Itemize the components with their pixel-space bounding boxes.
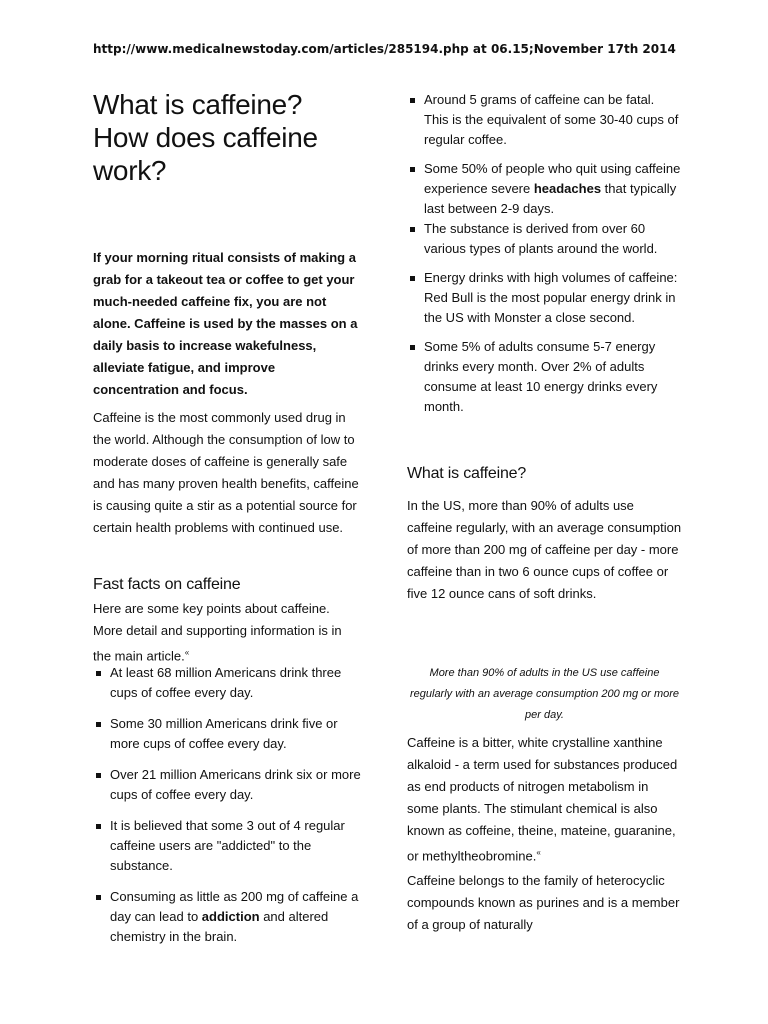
image-caption: More than 90% of adults in the US use caffeine regularly with an average consumption 200 mg or more per day. [409, 667, 680, 721]
list-item: Some 5% of adults consume 5-7 energy drinks every month. Over 2% of adults consume at least 10 energy drinks every month. [407, 337, 682, 417]
reference-mark[interactable]: « [536, 848, 541, 857]
addiction-link[interactable]: addiction [201, 909, 260, 924]
fast-facts-heading: Fast facts on caffeine [93, 576, 241, 593]
list-item-text: that typically last between 2-9 days. [424, 181, 677, 216]
list-item-text: Some 50% of people who quit using caffeine experience severe [424, 161, 681, 196]
list-item: At least 68 million Americans drink three cups of coffee every day. [93, 663, 363, 703]
us-consumption-paragraph: In the US, more than 90% of adults use caffeine regularly, with an average consumption of more than 200 mg of caffeine per day - more caffeine than in two 6 ounce cups of coffee or five 12 ounce cans of soft drinks. [407, 498, 682, 601]
list-item-text: Consuming as little as 200 mg of caffeine a day can lead to [110, 889, 359, 924]
list-item: The substance is derived from over 60 various types of plants around the world. [407, 219, 682, 259]
paragraph-text: Caffeine is a bitter, white crystalline xanthine alkaloid - a term used for substances produced as end products of nitrogen metabolism in some plants. The stimulant chemical is also known as coffeine, theine, mateine, guaranine, or methyltheobromine. [407, 735, 678, 864]
list-item: Some 30 million Americans drink five or more cups of coffee every day. [93, 714, 363, 754]
purines-paragraph: Caffeine belongs to the family of heterocyclic compounds known as purines and is a member of a group of naturally [407, 873, 680, 932]
fast-facts-intro [93, 598, 361, 667]
list-item: Around 5 grams of caffeine can be fatal. This is the equivalent of some 30-40 cups of regular coffee. [407, 90, 682, 150]
reference-mark[interactable]: « [184, 648, 190, 657]
body-paragraph: Caffeine is the most commonly used drug in the world. Although the consumption of low to moderate doses of caffeine is generally safe and has many proven health benefits, caffeine is causing quite a stir as a potential source for certain health problems with continued use. [93, 410, 359, 535]
source-url: http://www.medicalnewstoday.com/articles/285194.php at 06.15;November 17th 2014 [93, 42, 676, 56]
list-item-text: and altered chemistry in the brain. [110, 909, 329, 944]
headaches-link[interactable]: headaches [533, 181, 602, 196]
fast-facts-list-left [93, 663, 363, 958]
list-item: It is believed that some 3 out of 4 regular caffeine users are "addicted" to the substance. [93, 816, 363, 876]
list-item: Energy drinks with high volumes of caffeine: Red Bull is the most popular energy drink in the US with Monster a close second. [407, 268, 682, 328]
list-item [407, 159, 682, 219]
list-item [93, 887, 363, 947]
list-item: Over 21 million Americans drink six or more cups of coffee every day. [93, 765, 363, 805]
intro-paragraph: If your morning ritual consists of making a grab for a takeout tea or coffee to get your much-needed caffeine fix, you are not alone. Caffeine is used by the masses on a daily basis to increase wakefulness, alleviate fatigue, and improve concentration and focus. [93, 250, 358, 397]
what-is-caffeine-heading: What is caffeine? [407, 465, 527, 482]
article-title: What is caffeine? How does caffeine work? [93, 89, 318, 186]
caffeine-definition-paragraph [407, 732, 682, 867]
fast-facts-list-right [407, 90, 682, 426]
fast-facts-intro-text: Here are some key points about caffeine. More detail and supporting information is in the main article. [93, 601, 342, 664]
